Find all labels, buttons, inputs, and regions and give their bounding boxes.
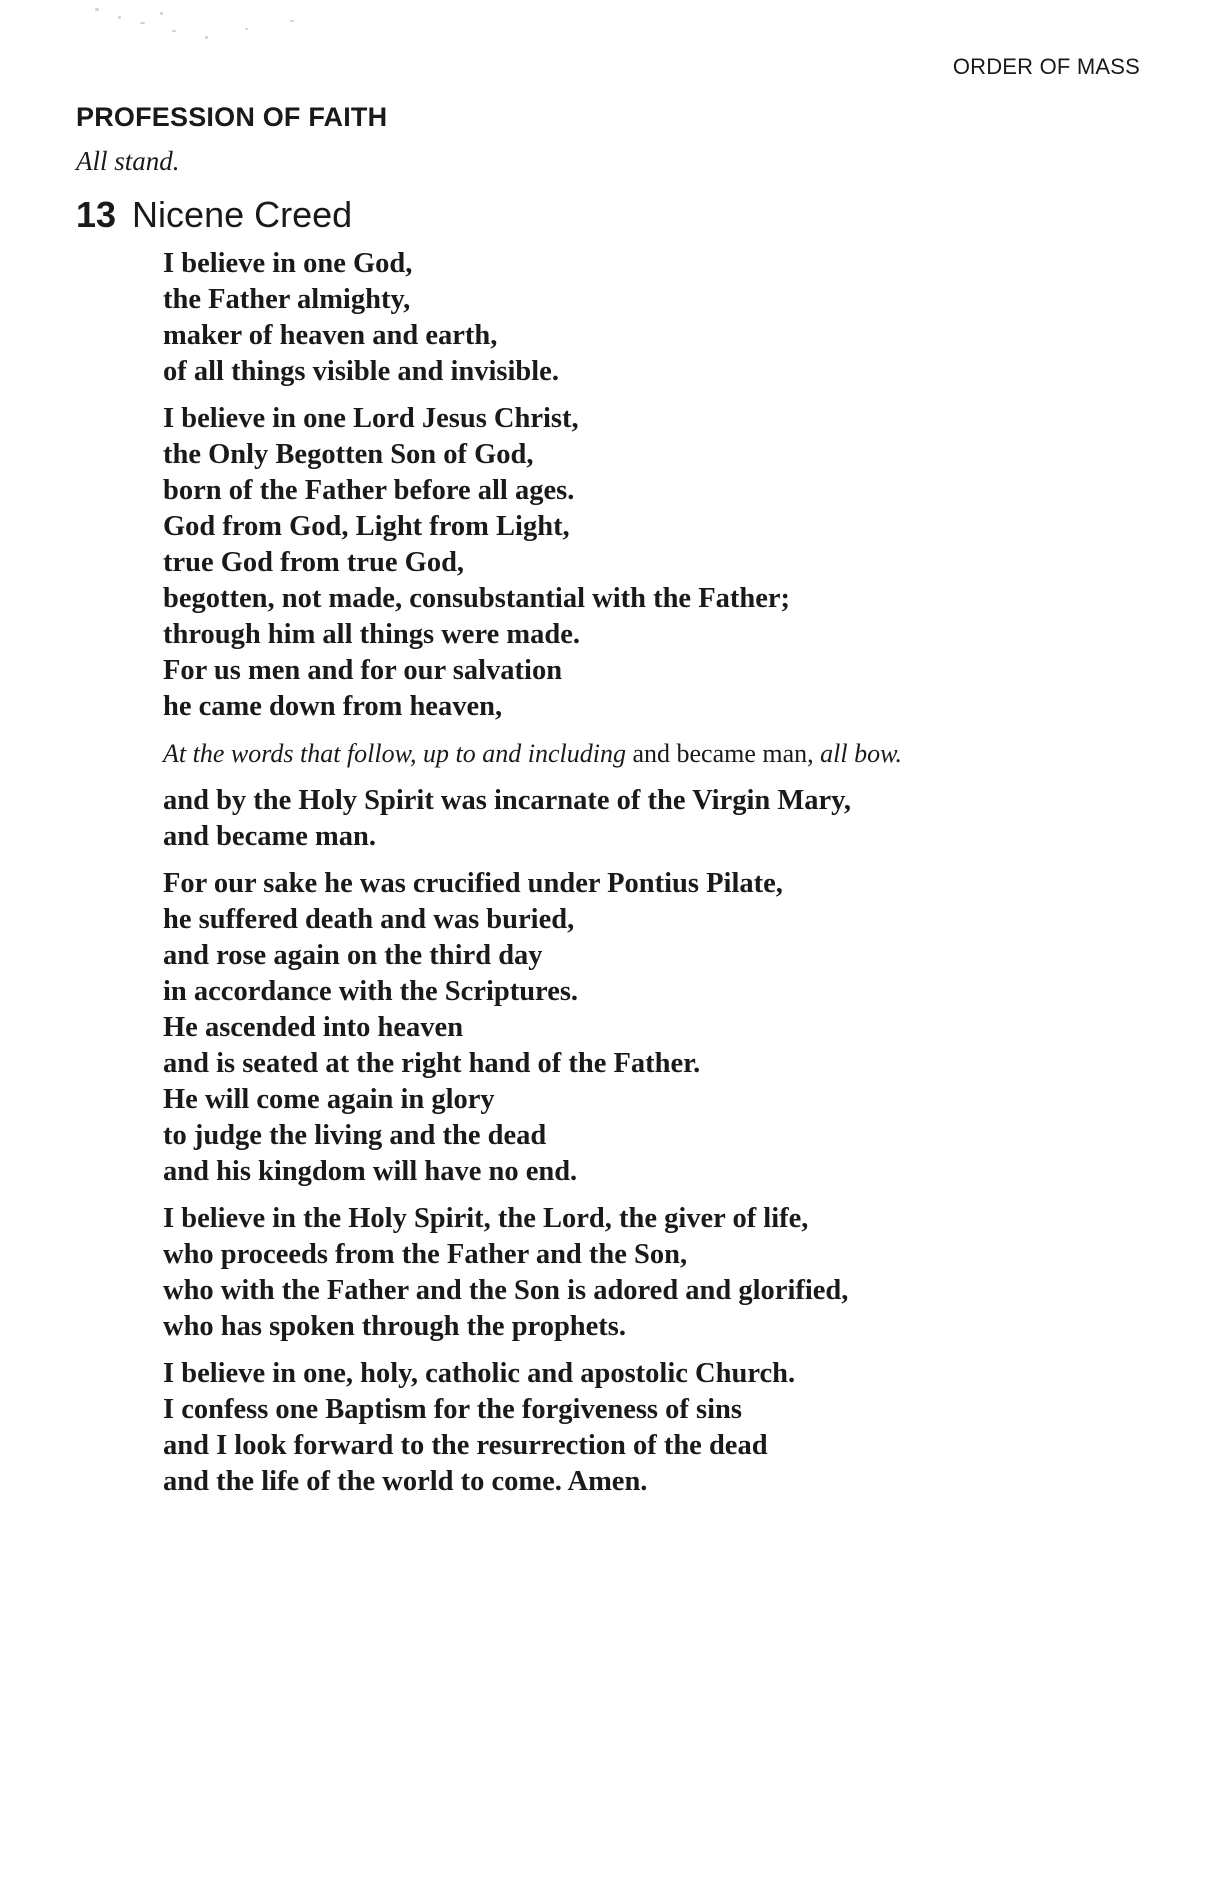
creed-line: and rose again on the third day: [163, 940, 543, 971]
creed-stanza: [163, 1201, 1163, 1345]
creed-line: to judge the living and the dead: [163, 1120, 547, 1151]
creed-line: I confess one Baptism for the forgiveness of sins: [163, 1394, 742, 1425]
creed-line: he suffered death and was buried,: [163, 904, 575, 935]
creed-line: maker of heaven and earth,: [163, 320, 498, 351]
creed-line: who has spoken through the prophets.: [163, 1311, 626, 1342]
creed-line: and his kingdom will have no end.: [163, 1156, 578, 1187]
creed-stanza: [163, 246, 1163, 390]
creed-line: who proceeds from the Father and the Son,: [163, 1239, 688, 1270]
creed-stanza: [163, 866, 1163, 1190]
rubric-bow: [163, 736, 1163, 772]
creed-line: and by the Holy Spirit was incarnate of the Virgin Mary,: [163, 785, 851, 816]
creed-line: He ascended into heaven: [163, 1012, 464, 1043]
creed-line: I believe in one, holy, catholic and apostolic Church.: [163, 1358, 796, 1389]
creed-line: For our sake he was crucified under Pontius Pilate,: [163, 868, 783, 899]
section-heading: PROFESSION OF FAITH: [76, 102, 388, 132]
print-speck: [172, 30, 176, 32]
creed-line: of all things visible and invisible.: [163, 356, 559, 387]
creed-line: true God from true God,: [163, 547, 465, 578]
creed-line: through him all things were made.: [163, 619, 580, 650]
rubric-all-stand: All stand.: [76, 146, 180, 176]
creed-line: in accordance with the Scriptures.: [163, 976, 579, 1007]
creed-stanza: [163, 401, 1163, 725]
creed-line: the Father almighty,: [163, 284, 411, 315]
creed-stanza: [163, 783, 1163, 855]
creed-stanza: [163, 1356, 1163, 1500]
item-number: 13: [76, 194, 117, 235]
print-speck: [290, 20, 294, 22]
running-head: ORDER OF MASS: [952, 54, 1140, 79]
rubric-bow-roman: and became man,: [632, 739, 814, 768]
item-title: [76, 194, 352, 236]
rubric-bow-italic-before: At the words that follow, up to and including: [163, 739, 626, 768]
creed-line: the Only Begotten Son of God,: [163, 439, 534, 470]
creed-line: I believe in one God,: [163, 248, 413, 279]
print-speck: [245, 28, 248, 30]
creed-line: born of the Father before all ages.: [163, 475, 575, 506]
creed-line: and I look forward to the resurrection of the dead: [163, 1430, 768, 1461]
creed-line: who with the Father and the Son is adored and glorified,: [163, 1275, 849, 1306]
print-speck: [160, 12, 163, 15]
creed-line: begotten, not made, consubstantial with the Father;: [163, 583, 790, 614]
creed-line: and the life of the world to come. Amen.: [163, 1466, 648, 1497]
print-speck: [205, 36, 208, 39]
creed-line: For us men and for our salvation: [163, 655, 563, 686]
print-speck: [140, 22, 145, 24]
rubric-bow-italic-after: all bow.: [820, 739, 902, 768]
creed-line: I believe in one Lord Jesus Christ,: [163, 403, 579, 434]
creed-text: [163, 246, 1163, 1511]
creed-line: he came down from heaven,: [163, 691, 503, 722]
creed-line: and is seated at the right hand of the Father.: [163, 1048, 701, 1079]
creed-line: and became man.: [163, 821, 376, 852]
creed-line: He will come again in glory: [163, 1084, 495, 1115]
item-title-text: Nicene Creed: [132, 194, 353, 235]
print-speck: [95, 8, 99, 11]
print-speck: [118, 16, 121, 19]
creed-line: I believe in the Holy Spirit, the Lord, the giver of life,: [163, 1203, 809, 1234]
creed-line: God from God, Light from Light,: [163, 511, 570, 542]
